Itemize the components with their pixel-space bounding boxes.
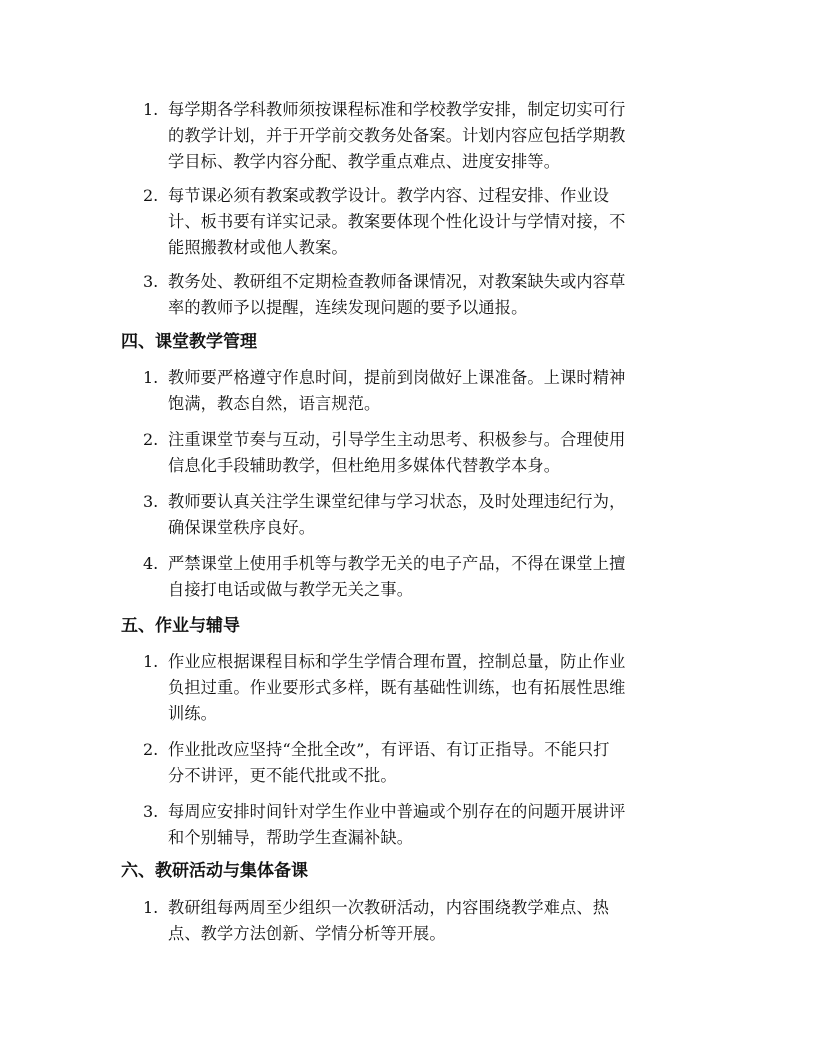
list-item-text-line: 每节课必须有教案或教学设计。教学内容、过程安排、作业设 bbox=[168, 186, 610, 205]
section-heading: 五、作业与辅导 bbox=[121, 616, 240, 636]
list-item-text-line: 饱满，教态自然，语言规范。 bbox=[168, 394, 381, 413]
list-item-text-line: 信息化手段辅助教学，但杜绝用多媒体代替教学本身。 bbox=[168, 456, 561, 475]
list-item-text-line: 教研组每两周至少组织一次教研活动，内容围绕教学难点、热 bbox=[168, 898, 610, 917]
list-item-text-line: 计、板书要有详实记录。教案要体现个性化设计与学情对接，不 bbox=[168, 212, 626, 231]
list-item-text-line: 教师要严格遵守作息时间，提前到岗做好上课准备。上课时精神 bbox=[168, 368, 626, 387]
list-item-number: 2. bbox=[143, 186, 159, 205]
list-item-text-line: 教务处、教研组不定期检查教师备课情况，对教案缺失或内容草 bbox=[168, 272, 626, 291]
list-item-text-line: 负担过重。作业要形式多样，既有基础性训练，也有拓展性思维 bbox=[168, 678, 626, 697]
list-item-text-line: 教师要认真关注学生课堂纪律与学习状态，及时处理违纪行为， bbox=[168, 492, 626, 511]
list-item-number: 3. bbox=[143, 492, 159, 511]
list-item-text-line: 确保课堂秩序良好。 bbox=[168, 518, 316, 537]
list-item-number: 3. bbox=[143, 272, 159, 291]
section-heading: 四、课堂教学管理 bbox=[121, 332, 257, 352]
list-item-text-line: 作业批改应坚持“全批全改”，有评语、有订正指导。不能只打 bbox=[168, 740, 610, 759]
list-item-text-line: 每周应安排时间针对学生作业中普遍或个别存在的问题开展讲评 bbox=[168, 802, 626, 821]
list-item-number: 1. bbox=[143, 898, 159, 917]
list-item-text-line: 和个别辅导，帮助学生查漏补缺。 bbox=[168, 828, 414, 847]
list-item-text-line: 严禁课堂上使用手机等与教学无关的电子产品，不得在课堂上擅 bbox=[168, 554, 626, 573]
list-item-text-line: 能照搬教材或他人教案。 bbox=[168, 238, 348, 257]
list-item-number: 3. bbox=[143, 802, 159, 821]
list-item-number: 1. bbox=[143, 100, 159, 119]
list-item-text-line: 学目标、教学内容分配、教学重点难点、进度安排等。 bbox=[168, 152, 561, 171]
list-item-text-line: 注重课堂节奏与互动，引导学生主动思考、积极参与。合理使用 bbox=[168, 430, 626, 449]
list-item-number: 1. bbox=[143, 652, 159, 671]
section-heading: 六、教研活动与集体备课 bbox=[121, 861, 308, 881]
list-item-text-line: 分不讲评，更不能代批或不批。 bbox=[168, 766, 397, 785]
list-item-text-line: 作业应根据课程目标和学生学情合理布置，控制总量，防止作业 bbox=[168, 652, 626, 671]
list-item-number: 1. bbox=[143, 368, 159, 387]
list-item-text-line: 自接打电话或做与教学无关之事。 bbox=[168, 580, 414, 599]
list-item-text-line: 训练。 bbox=[168, 704, 218, 723]
list-item-text-line: 每学期各学科教师须按课程标准和学校教学安排，制定切实可行 bbox=[168, 100, 626, 119]
list-item-text-line: 率的教师予以提醒，连续发现问题的要予以通报。 bbox=[168, 298, 528, 317]
list-item-text-line: 的教学计划，并于开学前交教务处备案。计划内容应包括学期教 bbox=[168, 126, 626, 145]
list-item-number: 2. bbox=[143, 740, 159, 759]
list-item-number: 4. bbox=[143, 554, 159, 573]
list-item-text-line: 点、教学方法创新、学情分析等开展。 bbox=[168, 924, 446, 943]
list-item-number: 2. bbox=[143, 430, 159, 449]
